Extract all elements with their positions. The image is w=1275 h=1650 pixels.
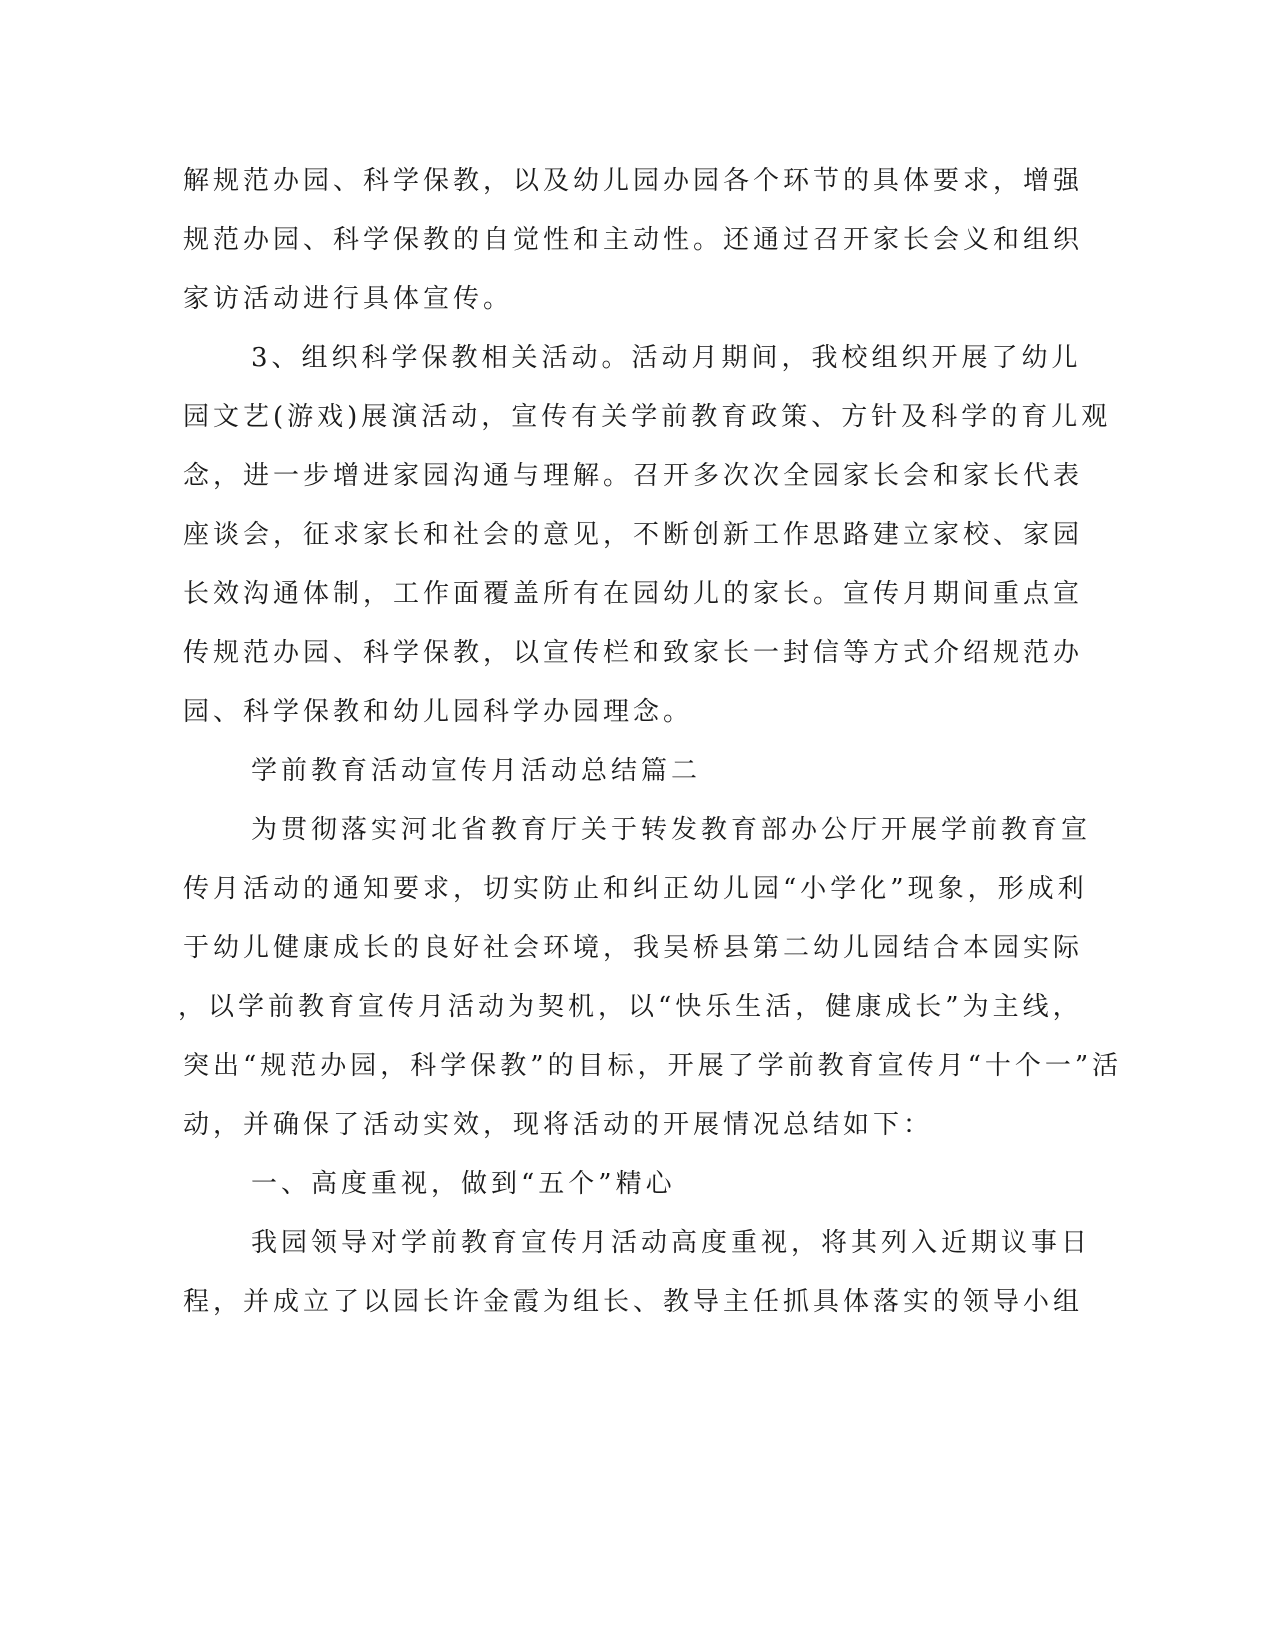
text-line: 突出“规范办园，科学保教”的目标，开展了学前教育宣传月“十个一”活 [183,1051,1123,1081]
text-line: 3、组织科学保教相关活动。活动月期间，我校组织开展了幼儿 [251,343,1082,373]
text-line: 我园领导对学前教育宣传月活动高度重视，将其列入近期议事日 [251,1228,1092,1258]
text-line: ，以学前教育宣传月活动为契机，以“快乐生活，健康成长”为主线， [178,992,1083,1022]
text-line: 规范办园、科学保教的自觉性和主动性。还通过召开家长会义和组织 [183,225,1084,255]
text-line: 程，并成立了以园长许金霞为组长、教导主任抓具体落实的领导小组 [183,1287,1084,1317]
section-heading: 一、高度重视，做到“五个”精心 [251,1169,676,1199]
text-line: 座谈会，征求家长和社会的意见，不断创新工作思路建立家校、家园 [183,520,1084,550]
section-heading: 学前教育活动宣传月活动总结篇二 [251,756,702,786]
text-line: 为贯彻落实河北省教育厅关于转发教育部办公厅开展学前教育宣 [251,815,1092,845]
text-line: 长效沟通体制，工作面覆盖所有在园幼儿的家长。宣传月期间重点宣 [183,579,1084,609]
text-line: 传规范办园、科学保教，以宣传栏和致家长一封信等方式介绍规范办 [183,638,1084,668]
text-line: 传月活动的通知要求，切实防止和纠正幼儿园“小学化”现象，形成利 [183,874,1088,904]
text-line: 动，并确保了活动实效，现将活动的开展情况总结如下： [183,1110,934,1140]
text-line: 念，进一步增进家园沟通与理解。召开多次次全园家长会和家长代表 [183,461,1084,491]
text-line: 家访活动进行具体宣传。 [183,284,514,314]
text-line: 解规范办园、科学保教，以及幼儿园办园各个环节的具体要求，增强 [183,166,1084,196]
text-line: 园文艺(游戏)展演活动，宣传有关学前教育政策、方针及科学的育儿观 [183,402,1112,432]
text-line: 于幼儿健康成长的良好社会环境，我吴桥县第二幼儿园结合本园实际 [183,933,1084,963]
text-line: 园、科学保教和幼儿园科学办园理念。 [183,697,694,727]
